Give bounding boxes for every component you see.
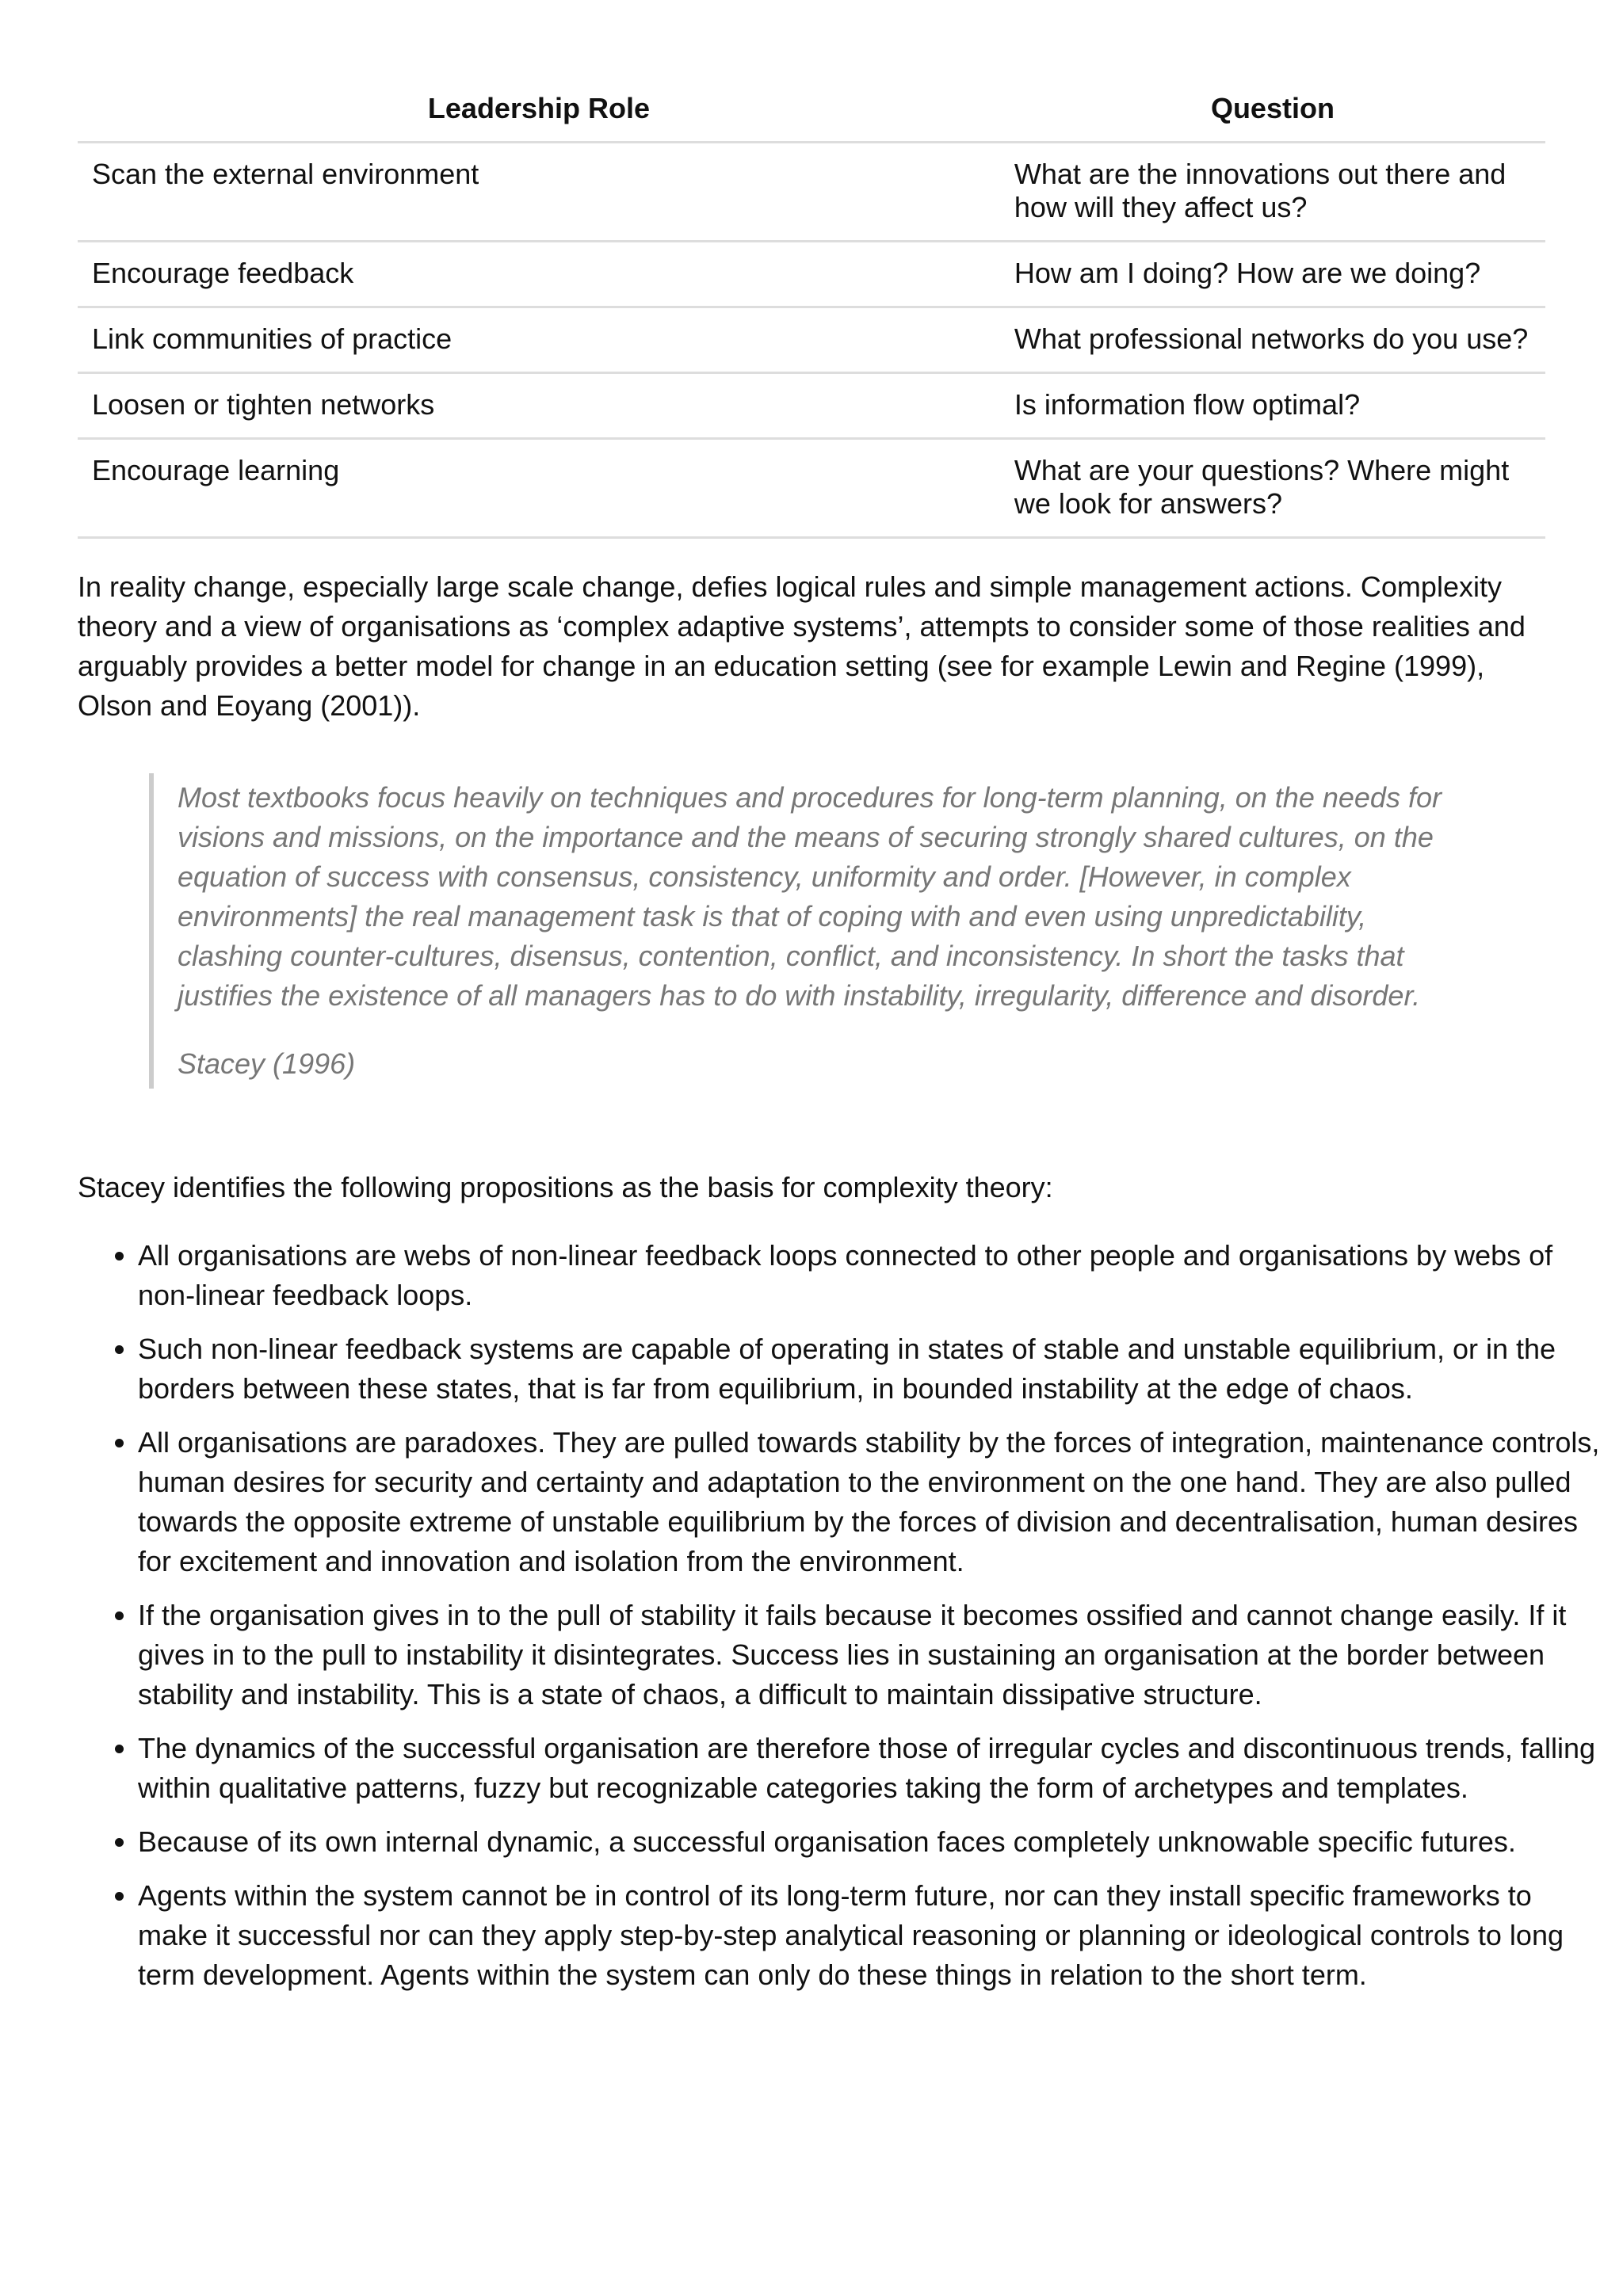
table-row [78,242,1545,307]
list-item: • All organisations are paradoxes. They are pulled towards stability by the forces of integration, maintenance controls, human desires for security and certainty and adaptation to the environment on the one hand. They are also pulled towards the opposite extreme of unstable equilibrium by the forces of division and decentralisation, human desires for excitement and innovation and isolation from the environment. [138,1423,1604,1581]
question-cell: What professional networks do you use? [1000,307,1545,373]
intro-paragraph: In reality change, especially large scale change, defies logical rules and simple management actions. Complexity theory and a view of organisations as ‘complex adaptive systems’, attempts to consider some of those realities and arguably provides a better model for change in an education setting (see for example Lewin and Regine (1999), Olson and Eoyang (2001)). [78,570,1526,722]
role-cell: Link communities of practice [78,307,1000,373]
question-cell: What are the innovations out there and how will they affect us? [1000,143,1545,242]
propositions-lead: Stacey identifies the following propositions as the basis for complexity theory: [78,1171,1053,1203]
leadership-roles-table [78,89,1545,539]
list-item: • If the organisation gives in to the pull of stability it fails because it becomes ossified and cannot change easily. If it gives in to the pull to instability it disintegrates. Success lies in sustaining an organisation at the border between stability and instability. This is a state of chaos, a difficult to maintain dissipative structure. [138,1596,1604,1714]
role-cell: Scan the external environment [78,143,1000,242]
propositions-list [78,1236,1604,1995]
list-item: • All organisations are webs of non-linear feedback loops connected to other people and organisations by webs of non-linear feedback loops. [138,1236,1604,1315]
role-cell: Encourage feedback [78,242,1000,307]
header-leadership-role: Leadership Role [78,89,1000,143]
role-cell: Encourage learning [78,439,1000,538]
quote-text: Most textbooks focus heavily on techniques and procedures for long-term planning, on the needs for visions and missions, on the importance and the means of securing strongly shared cultures, on the equation of success with consensus, consistency, uniformity and order. [However, in complex environments] the real management task is that of coping with and even using unpredictability, clashing counter-cultures, disensus, contention, conflict, and inconsistency. In short the tasks that justifies the existence of all managers has to do with instability, irregularity, difference and disorder. [178,781,1442,1012]
list-item: • Because of its own internal dynamic, a successful organisation faces completely unknowable specific futures. [138,1822,1604,1862]
quote-citation: Stacey (1996) [178,1047,356,1080]
table-row [78,143,1545,242]
table-header-row [78,89,1545,143]
table-row [78,307,1545,373]
list-item: • The dynamics of the successful organisation are therefore those of irregular cycles and discontinuous trends, falling within qualitative patterns, fuzzy but recognizable categories taking the form of archetypes and templates. [138,1729,1604,1808]
header-question: Question [1000,89,1545,143]
stacey-blockquote [149,773,1445,1089]
role-cell: Loosen or tighten networks [78,373,1000,439]
table-row [78,373,1545,439]
table-row [78,439,1545,538]
list-item: • Agents within the system cannot be in control of its long-term future, nor can they install specific frameworks to make it successful nor can they apply step-by-step analytical reasoning or planning or ideological controls to long term development. Agents within the system can only do these things in relation to the short term. [138,1876,1604,1995]
question-cell: Is information flow optimal? [1000,373,1545,439]
question-cell: How am I doing? How are we doing? [1000,242,1545,307]
list-item: • Such non-linear feedback systems are capable of operating in states of stable and unstable equilibrium, or in the borders between these states, that is far from equilibrium, in bounded instability at the edge of chaos. [138,1329,1604,1409]
question-cell: What are your questions? Where might we look for answers? [1000,439,1545,538]
